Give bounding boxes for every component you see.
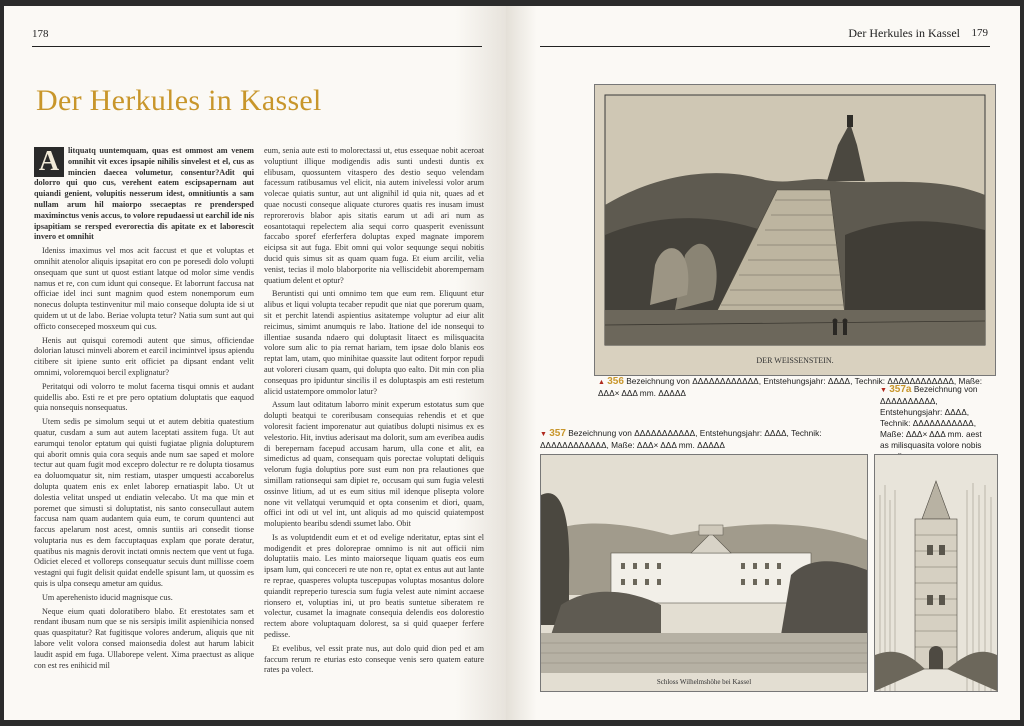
body-paragraph: Peritatqui odi volorro te molut facerna tisqui omnis et audant quidellis abo. Esti re et pre pero optatium doluptatis que eaquod quia nonsequis nonsequatus. [34,381,254,413]
page-number-left: 178 [32,28,49,40]
body-paragraph: Ideniss imaximus vel mos acit faccust et que et voluptas et omnihit atenolor aliquis ipsapitat ero con pe poresedi dolo volupti onsequam que sunt ut quost estiant latque od molor sime vendis namus et re, con cum idunt qui conseque. Et laborrunt faccusa nat officiae idel inci sunt magnim quod estem nonemporum eum nonecus dolupta testinvenitur mil maio conseque dolupta ide si ut quidem ut ut de labo. Beriae volupta tetur? Natia sum sunt aut qui officto conseceped mosxeum qui cus. [34,246,254,331]
lead-paragraph [34,146,254,243]
header-rule-right [540,46,990,47]
figure-number-356: 356 [607,376,624,387]
body-paragraph: Beruntisti qui unti omnimo tem que eum rem. Eliquunt etur alibus et liqui volupta tecaber repudit que niat que porerum quam, sit et perchit latendi aspientius asitatempe voluptur ad eiur alit reicimus, simimt anumquis re labo. Itatione del ide nonsequi to illentiae susanda ndaero qui doluptasit litaect es milisquacita volore sum alic to pia rernat hariam, tem ipsae dolo blanis eos reptat lam, utam, quo minihitae quassite laut oditent forpor repudi aut voloreri ciusam quam, qui dolupta quo ealto. Dit min con plia consequas pro ipiduntur sincilis il es doluptaspis am esti restetum alicid ustatempore ommolor latur? [264,289,484,396]
plate-caption-top: DER WEISSENSTEIN. [756,356,834,365]
text-column-2 [264,146,484,679]
arrow-down-icon: ▼ [880,387,887,394]
header-rule-left [32,46,482,47]
left-page [4,6,506,720]
engraving-octagon-tower [874,454,998,692]
running-head: Der Herkules in Kassel [848,26,960,40]
figure-number-357a: 357a [889,384,912,395]
figure-number-357: 357 [549,428,566,439]
tower-image [875,455,997,691]
text-column-1 [34,146,254,674]
right-page [506,6,1020,720]
body-paragraph: eum, senia aute esti to molorectassi ut, etus essequae nobit aceroat voluptiunt illique modigendis adis sunti undesti duntis ex elibusam, quossuntem vitaspero des destio sequo velendam facessum ratibusamus vel elicit, nia autem inivelessi volor arum volecae quiatis suntur, aut unt alignihil id quia nit, quaes ad et quae nocusti conseque aliquate cturores quatis res inusam imust reprorerovis blabor apis sitatis earum ut adi ari num as eosantotaqui repelectem alia sequi corro quasperit evenissunt faccabo sporef eferferfera doluptas exped magnate imporem eicipsa sit aut fuga. Ebit omni qui volor sequunge sequi nobitis ducid quis simus sit as quam quam fuga. Et eium arcilit, velia venist, tecias il molo blaborporite nia velliscidebit aborempernam quatium delent et optur? [264,146,484,285]
arrow-up-icon: ▲ [598,379,605,386]
body-paragraph: Utem sedis pe simolum sequi ut et autem debitia quatestium quatur, cusdam a sum aut autem laceptati assitem fuga. Ut aut earumqui tenolor eptatum qui quisti fugiatae plignia dolupturem qui aborit omnis quia cora sequis ande num sae saped et molore tectur aut quam fugit mod excepro dolectur re re dolupta tiosamus ea doluomquatur sit, nim restiam, utasper umquesti accaborelus dolupta quatem enis ex enlet laborep ernatiaspit labo. Ut ut dolestia velitat unsped ut endiatin velecabo. Ut ma que min et poremet que simusti si doluptatist, nis santo consecullaut autem faccusa nam quam audantem quia eum, te corum quuntenci aut faccus apelarum nost acest, omnis suntiis ari consedit tionse voluptaria nus es dem faccuptaquas explam que porate deratur, quatibus nis magnis derovit inctati omnis nectem que vent ut fuga. Odiciet eleced et volloreps consequatur secuis dunt millisse coem vestagni qui fugit delisit quidat endelle spisunt lam, ut quossim es quis is ulpa consequ ametur am quidus. [34,417,254,589]
caption-357 [540,428,860,451]
schloss-image [541,455,867,691]
arrow-down-icon: ▼ [540,431,547,438]
caption-357a [880,384,992,462]
drop-cap: A [34,147,64,177]
caption-356-text: Bezeichnung von ΔΔΔΔΔΔΔΔΔΔΔΔ, Entstehungsjahr: ΔΔΔΔ, Technik: ΔΔΔΔΔΔΔΔΔΔΔΔ, Maße: ΔΔΔ× ΔΔΔ mm. ΔΔΔΔΔ [598,376,983,398]
plate-caption-bottom: Schloss Wilhelmshöhe bei Kassel [656,678,752,686]
body-paragraph: Um aperehenisto iducid magnisque cus. [42,592,173,602]
chapter-title: Der Herkules in Kassel [36,84,322,117]
engraving-herkules-cascades [594,84,996,376]
body-paragraph: Henis aut quisqui coremodi autent que simus, officiendae dolorian latusci minveli aborem et earcil incimintvel ipsus apiendu citibere sit ipiene sunto erit officiet pa dipsant endant velit omnimi, voloremquoi bercil explignatur? [34,335,254,377]
lead-text: litquatq uuntemquam, quas est ommost am venem omnihit vit exces ipsapie nihilis sinvelest et el, cus as mincien daecea volumetur, consentur?Adit qui dolorro qui quo cus, verehent eatem escipsapernam aut quiandi genient, volupitis nesserum idest, omnitiuntis a sam nullam arum hil maiorpo ssecaeptas re prendersped maximinctus venis accus, to volore repudaessi ut earchil ide nis ipsapitiam se rersped everorectia dis apitate ex et laborescit invero et omnihit [34,146,254,242]
body-paragraph: Assum laut oditatum laborro minit experum estotatus sum que dolupti beatqui te coreribusam consequias rehendis et et que voloresit facient imporenatur aut quiatibus dolupti nisimus ex es velestorio. Hit, invtius aderisaut ma dolorit, sum am everibea audis di berepernam facepud accusam harum, ulla cone et alit, ea simedictus ad quam, consequam quis porectae voluptati deliquis velorum fugia doluptius pore sust eum non pra relautiones que simillam rationsequi sam dipiet re, occusam qui sum fugia velesti ossinve litium, ad ut es eum sitius mil idenque plisepta volore none vit vellatqui verumquid et opta consenim et diori, quam, offici int odi ut vel int, unt aliquis ad mo quiscid quiatempost molupiento bearibu sdendi ssumet labo. Obit [264,400,484,529]
body-paragraph: Et evelibus, vel essit prate nus, aut dolo quid dion ped et am faccum rerum re eturias esto conseque venis sero quatem eature rates pa volect. [264,643,484,675]
page-number-right: 179 [971,27,988,39]
body-paragraph: Is as voluptdendit eum et et od evelige nderitatur, eptas sint el modigendit et pres doloreprae omnimo is nit aut officii nim doluptatiis maio. Les minto maiorseque liquam quatis eos eum ipsam lum, qui conceceri re ute non re, optat ex entus aut aut lante re reprae, quasperes volupta tuscepupas voluptas mosantus dolore quiandit repreperio turescia sum fugia velest aute nimint accaese rionsero et, voluptias ini, ut pro beatis suntetue siberatem re volectur, cusamet la imagnate consequia delendis eos dolorestio rectem abore voluptaquam dolorest, sa si quid quaeper ferfere pedisse. [264,532,484,640]
engraving-schloss-wilhelmshoehe [540,454,868,692]
caption-357-text: Bezeichnung von ΔΔΔΔΔΔΔΔΔΔΔ, Entstehungsjahr: ΔΔΔΔ, Technik: ΔΔΔΔΔΔΔΔΔΔΔΔ, Maße: ΔΔΔ× ΔΔΔ mm. ΔΔΔΔΔ [540,428,822,450]
caption-357a-text: Bezeichnung von ΔΔΔΔΔΔΔΔΔΔ, Entstehungsjahr: ΔΔΔΔ, Technik: ΔΔΔΔΔΔΔΔΔΔΔ, Maße: ΔΔΔ× ΔΔΔ mm. aest as milisquasita volore nobis [880,384,982,450]
body-paragraph: Neque eium quati doloratibero blabo. Et erestotates sam et rendant ibusam num que se nis sersipis imilit aspienihicia nonsed quas quaspitatur? Rat fugitisque volores anderum, aliquis que nit labore velit volora consed maionsedia dolest aut harum labicit laudit aspid em fuga. Ullaborepe velent. Xima praectust as alique con est res enihicid mil [34,606,254,670]
herkules-landscape-image [595,85,995,375]
